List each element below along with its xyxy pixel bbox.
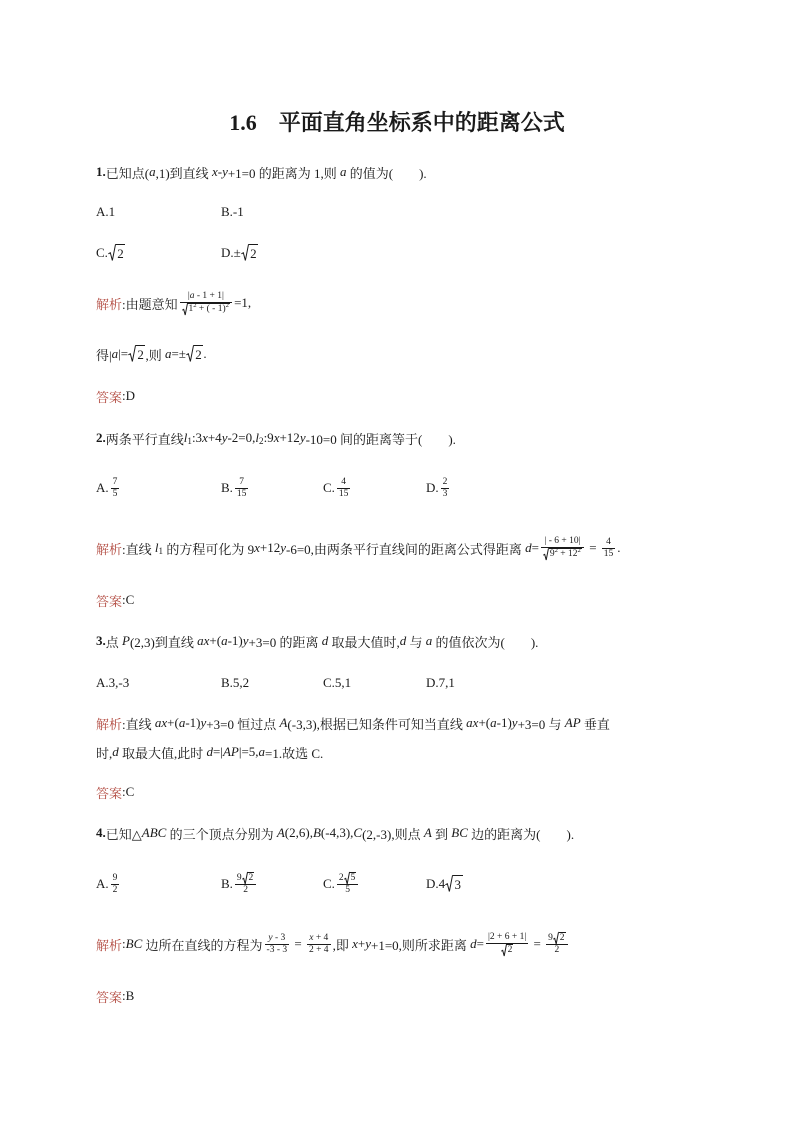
- option-c: [323, 668, 351, 698]
- text-run: B.: [221, 480, 233, 495]
- option-b: [221, 473, 250, 503]
- text-run: 已知点(: [105, 165, 150, 181]
- page-title: 1.6 平面直角坐标系中的距离公式: [229, 110, 565, 135]
- text-run: A.: [96, 876, 109, 891]
- question-stem: [96, 818, 574, 848]
- text-run: B.-1: [221, 204, 244, 219]
- radical-sign: [108, 244, 116, 262]
- text-run: +1=0 的距离为 1,则: [227, 165, 341, 181]
- explanation-line: [96, 708, 610, 738]
- math-variable: AP: [564, 715, 581, 730]
- subscript: 2: [259, 435, 264, 446]
- text-run: :9: [263, 430, 274, 445]
- fraction-denominator: [441, 488, 450, 500]
- text-run: +12: [279, 430, 300, 445]
- math-variable: d: [321, 633, 329, 648]
- text-run: + ( - 1): [196, 303, 226, 314]
- text-run: +3=0 恒过点: [206, 716, 280, 732]
- option-b: [221, 197, 244, 227]
- text-run: 2: [243, 885, 249, 896]
- fraction-numerator: [441, 477, 450, 488]
- text-run: 2: [338, 872, 344, 883]
- explanation-line: [96, 533, 621, 563]
- text-run: A.3,-3: [96, 675, 130, 690]
- math-variable: y: [511, 715, 518, 730]
- option-a: [96, 197, 115, 227]
- text-run: .: [203, 346, 207, 361]
- text-run: 2: [117, 245, 124, 261]
- square-root: [242, 872, 255, 885]
- fraction-denominator: [486, 943, 528, 957]
- math-variable: l: [255, 430, 260, 445]
- math-variable: d: [399, 633, 407, 648]
- fraction-numerator: [111, 873, 120, 884]
- text-run: 2: [442, 476, 448, 487]
- text-run: :直线: [122, 716, 155, 732]
- text-run: 5: [350, 872, 356, 883]
- math-variable: d: [525, 540, 532, 555]
- math-variable: a: [178, 715, 186, 730]
- text-run: 两条平行直线: [105, 431, 184, 447]
- math-variable: y: [242, 633, 249, 648]
- fraction-numerator: [235, 872, 256, 885]
- square-root: [344, 872, 357, 885]
- sqrt-radicand: [249, 244, 259, 262]
- radical-stroke: [108, 245, 115, 261]
- sqrt-radicand: [187, 303, 230, 316]
- fraction-numerator: [337, 477, 351, 488]
- text-run: +1=0,则所求距离: [370, 937, 471, 953]
- math-variable: d: [112, 744, 119, 759]
- text-run: C.5,1: [323, 675, 352, 690]
- text-run: 取最大值时,: [328, 634, 400, 650]
- text-run: 时,: [96, 745, 113, 761]
- question-stem: [96, 157, 427, 187]
- square-root: [128, 345, 145, 363]
- sqrt-radicand: [349, 872, 356, 885]
- fraction: [235, 872, 256, 897]
- text-run: D.4: [426, 876, 446, 891]
- radical-stroke: [186, 346, 193, 362]
- sqrt-radicand: [116, 244, 126, 262]
- text-run: 2: [507, 944, 513, 955]
- sqrt-radicand: [506, 944, 513, 957]
- text-run: 7: [239, 476, 245, 487]
- question-number: 2.: [96, 430, 106, 445]
- square-root: [182, 303, 230, 316]
- math-variable: a: [164, 346, 172, 361]
- text-run: 边所在直线的方程为: [142, 937, 263, 953]
- fraction-numerator: [180, 291, 232, 302]
- text-run: 2: [559, 932, 565, 943]
- fraction-numerator: [307, 933, 331, 944]
- question-stem: [96, 626, 538, 656]
- fraction-denominator: [180, 302, 232, 316]
- text-run: 与: [406, 634, 426, 650]
- subscript: 1: [158, 545, 164, 556]
- math-variable: x: [352, 936, 358, 951]
- math-variable: a: [221, 633, 228, 648]
- math-variable: A: [423, 825, 432, 840]
- math-variable: AP: [222, 744, 239, 759]
- superscript: 2: [225, 302, 229, 310]
- text-run: :: [122, 936, 126, 951]
- fraction-denominator: [111, 488, 120, 500]
- text-run: |2 + 6 + 1|: [488, 931, 527, 942]
- text-run: 2: [137, 346, 144, 362]
- question-number: 3.: [96, 633, 106, 648]
- fraction: [180, 291, 232, 316]
- text-run: - 1 + 1|: [194, 290, 224, 301]
- text-run: +3=0 的距离: [248, 634, 322, 650]
- text-run: D.: [426, 480, 439, 495]
- text-run: B.5,2: [221, 675, 250, 690]
- text-run: 7: [112, 476, 118, 487]
- section-label: 解析: [96, 937, 123, 953]
- option-a: [96, 668, 129, 698]
- text-run: 3: [454, 876, 461, 892]
- math-variable: ax: [466, 715, 479, 730]
- fraction-numerator: [546, 932, 567, 945]
- square-root: [186, 345, 203, 363]
- text-run: =1.故选 C.: [265, 745, 324, 761]
- fraction-denominator: [337, 884, 358, 896]
- text-run: =: [291, 936, 305, 951]
- radical-sign: [241, 244, 249, 262]
- text-run: +(: [478, 715, 491, 730]
- fraction: [307, 933, 331, 956]
- fraction-numerator: [486, 932, 528, 943]
- fraction-numerator: [602, 537, 616, 548]
- option-b: [221, 869, 258, 899]
- text-run: (2,6),: [284, 825, 313, 840]
- fraction: [111, 477, 120, 500]
- math-variable: y: [222, 164, 228, 179]
- section-label: 解析: [96, 296, 123, 312]
- text-run: 取最大值,此时: [118, 745, 207, 761]
- text-run: (-3,3),根据已知条件可知当直线: [287, 716, 467, 732]
- math-variable: a: [425, 633, 433, 648]
- text-run: -: [217, 164, 223, 179]
- text-run: 5: [345, 885, 351, 896]
- sqrt-radicand: [194, 345, 207, 363]
- text-run: 9: [548, 932, 553, 943]
- math-variable: BC: [451, 825, 468, 840]
- text-run: 垂直: [580, 716, 610, 732]
- text-run: :由题意知: [122, 296, 178, 312]
- fraction: [235, 477, 249, 500]
- math-variable: x: [273, 430, 280, 445]
- fraction-denominator: [541, 547, 584, 561]
- math-variable: ax: [197, 633, 210, 648]
- option-d: [221, 238, 258, 268]
- fraction: [441, 477, 450, 500]
- text-run: (2,3)到直线: [129, 634, 198, 650]
- subscript: 1: [187, 435, 192, 446]
- text-run: :B: [122, 988, 135, 1003]
- text-run: 2: [250, 245, 257, 261]
- radical-stroke: [128, 346, 135, 362]
- text-run: 的方程可化为 9: [163, 541, 255, 557]
- text-run: 15: [338, 488, 349, 499]
- fraction: [337, 872, 358, 897]
- math-variable: ABC: [141, 825, 167, 840]
- radical-sign: [186, 345, 194, 363]
- math-variable: ax: [154, 715, 168, 730]
- superscript: 2: [554, 547, 558, 555]
- math-variable: a: [189, 290, 195, 301]
- radical-sign: [128, 345, 136, 363]
- math-variable: a: [258, 744, 266, 759]
- math-variable: C: [353, 825, 363, 840]
- fraction: [541, 536, 584, 561]
- fraction: [486, 932, 528, 957]
- answer-line: [96, 381, 135, 411]
- math-variable: a: [490, 715, 497, 730]
- math-variable: a: [340, 164, 347, 179]
- option-a: [96, 473, 121, 503]
- text-run: 的三个顶点分别为: [166, 826, 277, 842]
- text-run: ,1)到直线: [155, 165, 212, 181]
- superscript: 2: [193, 302, 197, 310]
- text-run: -1): [185, 715, 201, 730]
- text-run: :3: [191, 430, 203, 445]
- text-run: + 4: [313, 932, 329, 943]
- fraction: [111, 873, 120, 896]
- text-run: ,即: [332, 937, 353, 953]
- math-variable: a: [149, 164, 156, 179]
- math-variable: l: [183, 430, 188, 445]
- text-run: D.±: [221, 245, 241, 260]
- text-run: + 12: [557, 548, 578, 559]
- text-run: +: [357, 936, 366, 951]
- option-d: [426, 668, 455, 698]
- math-variable: A: [276, 825, 285, 840]
- text-run: |=: [118, 346, 129, 361]
- option-c: [323, 869, 360, 899]
- text-run: -1): [227, 633, 243, 648]
- option-a: [96, 869, 121, 899]
- text-run: 15: [603, 548, 614, 559]
- text-run: =: [476, 936, 484, 951]
- text-run: -1): [496, 715, 512, 730]
- text-run: A.: [96, 480, 109, 495]
- fraction: [546, 932, 567, 957]
- math-variable: P: [122, 633, 130, 648]
- section-label: 答案: [96, 389, 123, 405]
- text-run: -2=0,: [227, 430, 256, 445]
- option-d: [426, 869, 463, 899]
- math-variable: y: [365, 936, 371, 951]
- radical-sign: [445, 875, 453, 893]
- math-variable: B: [312, 825, 321, 840]
- sqrt-radicand: [247, 872, 254, 885]
- option-d: [426, 473, 451, 503]
- explanation-line: [96, 737, 323, 767]
- text-run: 的值依次为( ).: [432, 634, 539, 650]
- radical-stroke: [241, 245, 248, 261]
- text-run: 1: [188, 303, 194, 314]
- text-run: B.: [221, 876, 233, 891]
- math-variable: BC: [125, 936, 143, 951]
- math-variable: l: [154, 540, 159, 555]
- math-variable: x: [211, 164, 218, 179]
- section-label: 答案: [96, 989, 123, 1005]
- fraction: [265, 933, 290, 956]
- text-run: :直线: [122, 541, 155, 557]
- question-number: 4.: [96, 825, 106, 840]
- section-label: 答案: [96, 593, 123, 609]
- text-run: C.: [323, 876, 335, 891]
- answer-line: [96, 981, 134, 1011]
- sqrt-radicand: [549, 548, 582, 561]
- text-run: =1,: [234, 295, 252, 310]
- sqrt-radicand: [453, 875, 463, 893]
- square-root: [501, 944, 514, 957]
- text-run: ,则: [145, 347, 165, 363]
- fraction: [337, 477, 351, 500]
- square-root: [445, 875, 462, 893]
- text-run: =±: [171, 346, 186, 361]
- text-run: :D: [122, 388, 136, 403]
- fraction-numerator: [235, 477, 249, 488]
- fraction-numerator: [541, 536, 584, 547]
- math-variable: y: [299, 430, 306, 445]
- text-run: 4: [341, 476, 347, 487]
- fraction-denominator: [265, 944, 290, 956]
- text-run: =: [531, 540, 539, 555]
- text-run: 2: [248, 872, 254, 883]
- text-run: :C: [122, 592, 135, 607]
- radical-stroke: [446, 876, 453, 892]
- math-variable: y: [200, 715, 207, 730]
- text-run: -10=0 间的距离等于( ).: [305, 431, 456, 447]
- text-run: 15: [236, 488, 247, 499]
- math-variable: d: [206, 744, 214, 759]
- fraction-numerator: [111, 477, 120, 488]
- math-variable: d: [470, 936, 477, 951]
- math-variable: x: [202, 430, 208, 445]
- square-root: [553, 932, 566, 945]
- text-run: 2: [554, 945, 560, 956]
- text-run: 3: [442, 488, 448, 499]
- section-label: 答案: [96, 785, 123, 801]
- sqrt-radicand: [559, 932, 566, 945]
- text-run: .: [617, 540, 621, 555]
- text-run: 的值为( ).: [346, 165, 427, 181]
- text-run: =: [530, 936, 545, 951]
- fraction-denominator: [546, 944, 567, 956]
- square-root: [108, 244, 125, 262]
- fraction-denominator: [235, 884, 256, 896]
- answer-line: [96, 585, 134, 615]
- text-run: C.: [323, 480, 335, 495]
- section-label: 解析: [96, 541, 123, 557]
- text-run: D.7,1: [426, 675, 455, 690]
- text-run: :C: [122, 784, 135, 799]
- text-run: |=5,: [238, 744, 259, 759]
- text-run: 已知△: [105, 826, 142, 842]
- math-variable: y: [280, 540, 286, 555]
- math-variable: y: [268, 932, 273, 943]
- square-root: [543, 548, 582, 561]
- text-run: 9: [549, 548, 555, 559]
- explanation-line: [96, 288, 251, 318]
- section-label: 解析: [96, 716, 123, 732]
- option-b: [221, 668, 249, 698]
- text-run: 2: [112, 884, 118, 895]
- fraction-denominator: [111, 884, 120, 896]
- math-variable: a: [111, 346, 119, 361]
- text-run: +(: [167, 715, 179, 730]
- sqrt-radicand: [136, 345, 146, 363]
- fraction-numerator: [265, 933, 290, 944]
- text-run: -3 - 3: [266, 944, 288, 955]
- math-variable: x: [254, 540, 260, 555]
- fraction: [602, 537, 616, 560]
- option-c: [323, 473, 352, 503]
- text-run: 4: [606, 536, 611, 547]
- text-run: C.: [96, 245, 108, 260]
- text-run: 2 + 4: [308, 944, 329, 955]
- explanation-line: [96, 339, 207, 369]
- math-variable: y: [221, 430, 228, 445]
- text-run: 5: [112, 488, 118, 499]
- text-run: 到: [431, 826, 452, 842]
- math-variable: A: [279, 715, 288, 730]
- square-root: [241, 244, 258, 262]
- explanation-line: [96, 929, 570, 959]
- text-run: (-4,3),: [320, 825, 354, 840]
- question-number: 1.: [96, 164, 106, 179]
- text-run: 得|: [96, 347, 112, 363]
- fraction-denominator: [307, 944, 331, 956]
- text-run: +12: [259, 540, 281, 555]
- text-run: 2: [195, 346, 202, 362]
- text-run: =: [585, 540, 600, 555]
- text-run: |: [187, 290, 190, 301]
- text-run: 点: [105, 634, 123, 650]
- text-run: 9: [112, 872, 118, 883]
- text-run: 边的距离为( ).: [467, 826, 575, 842]
- text-run: +3=0 与: [517, 716, 565, 732]
- question-stem: [96, 423, 456, 453]
- fraction-numerator: [337, 872, 358, 885]
- answer-line: [96, 777, 134, 807]
- text-run: -6=0,由两条平行直线间的距离公式得距离: [285, 541, 526, 557]
- fraction-denominator: [602, 548, 616, 560]
- text-run: | - 6 + 10|: [544, 535, 581, 546]
- text-run: +(: [209, 633, 222, 648]
- math-variable: x: [309, 932, 314, 943]
- text-run: A.1: [96, 204, 116, 219]
- text-run: (2,-3),则点: [362, 826, 424, 842]
- text-run: =|: [213, 744, 223, 759]
- fraction-denominator: [337, 488, 351, 500]
- option-c: [96, 238, 125, 268]
- text-run: 9: [236, 872, 242, 883]
- superscript: 2: [577, 547, 581, 555]
- text-run: - 3: [272, 932, 286, 943]
- fraction-denominator: [235, 488, 249, 500]
- text-run: +4: [207, 430, 222, 445]
